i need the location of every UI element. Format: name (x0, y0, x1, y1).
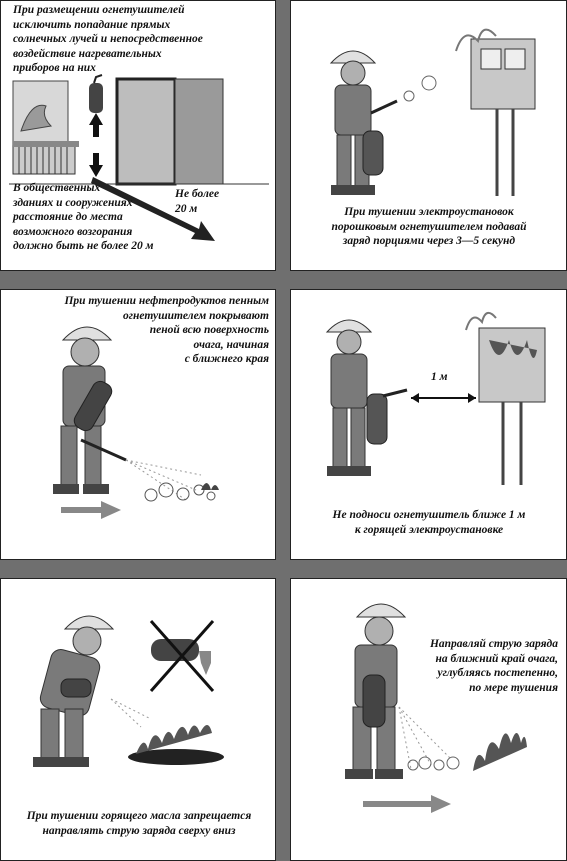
distance-caption: Не подноси огнетушитель ближе 1 м к горящей электроустановке (332, 509, 526, 536)
extinguisher-icon (61, 679, 91, 697)
one-meter-label: 1 м (431, 371, 448, 383)
extinguisher-icon (363, 131, 383, 175)
flame-icon (201, 483, 219, 490)
direction-arrow-icon (61, 501, 121, 519)
distance-caption: В общественных зданиях и сооружениях расстояние до места возможного возгорания должно быть не более 20 м (13, 182, 154, 252)
stream-direction-illustration (291, 579, 567, 861)
arrow-down-icon (89, 153, 103, 177)
panel-extinguisher-placement (0, 0, 276, 271)
oil-caption: При тушении горящего масла запрещается направлять струю заряда сверху вниз (26, 810, 252, 837)
arrow-right-icon (468, 393, 476, 403)
direction-arrow-icon (363, 795, 451, 813)
stream-caption: Направляй струю заряда на ближний край очага, углубляясь постепенно, по мере тушения (429, 638, 558, 694)
arrow-left-icon (411, 393, 419, 403)
foam-icon (408, 757, 459, 770)
extinguisher-icon (89, 75, 103, 113)
radiator-icon (13, 146, 75, 174)
worker-icon (327, 320, 371, 476)
panel-stream-direction (290, 578, 567, 861)
extinguisher-icon (363, 675, 385, 727)
electrical-cabinet-icon (471, 39, 535, 196)
powder-caption: При тушении электроустановок порошковым огнетушителем подавай заряд порциями через 3—5 секунд (331, 206, 527, 247)
placement-caption: При размещении огнетушителей исключить попадание прямых солнечных лучей и непосредственное воздействие нагревательных приборов на них (13, 4, 203, 74)
prohibited-icon (151, 621, 213, 691)
electrical-cabinet-icon (479, 328, 545, 485)
panel-burning-oil (0, 578, 276, 861)
extinguisher-icon (367, 394, 387, 444)
arrow-up-icon (89, 113, 103, 137)
flame-icon (473, 733, 527, 771)
panel-distance-electrical (290, 289, 567, 560)
distance-label: Не более 20 м (175, 188, 220, 215)
foam-caption: При тушении нефтепродуктов пенным огнетушителем покрывают пеной всю поверхность очага, начиная с ближнего края (64, 295, 269, 365)
panel-foam-oil-products (0, 289, 276, 560)
smoke-icon (466, 313, 496, 330)
panel-electrical-powder (290, 0, 567, 271)
